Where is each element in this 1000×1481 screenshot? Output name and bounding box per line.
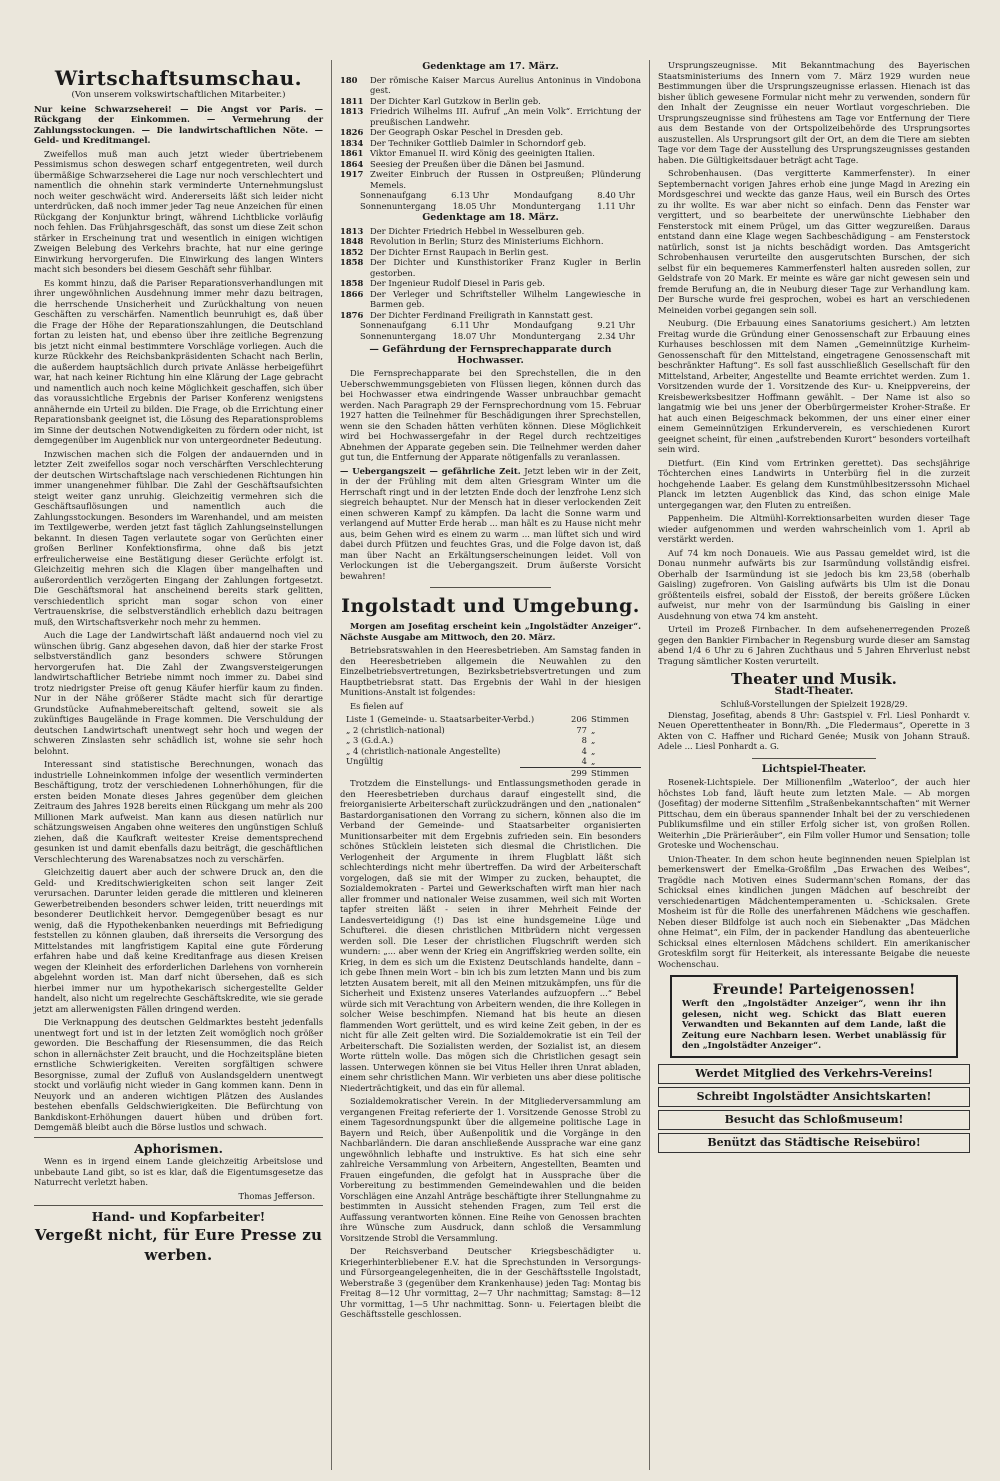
table-total: 299 Stimmen (520, 767, 641, 779)
urteil-text: Urteil im Prozeß Firnbacher. In dem aufsehenerregenden Prozeß gegen den Bankier Firnbacher in Regensburg wurde dieser am Samstag abend 1/4 6 Uhr zu 6 Jahren Zuchthaus und 5 Jahren Ehrverlust nebst Tragung sämtlicher Kosten verurteilt. (658, 624, 970, 666)
wahl-results (340, 714, 641, 778)
gedenktage-18-list (340, 226, 641, 321)
footer-slogan-title: Hand- und Kopfarbeiter! (91, 1209, 266, 1224)
uebergang-text: Jetzt leben wir in der Zeit, in der der Frühling mit dem alten Griesgram Winter um die Herrschaft ringt und in der letzten Ende doch der lenzfrohe Lenz sich siegreich behauptet. Nur der Mensch hat in dieser verlockenden Zeit einen schweren Kampf zu kämpfen. Da lacht die Sonne warm und verlangend auf Mutter Erde herab ... man hält es zu Hause nicht mehr aus, beim Gehen wird es einem zu warm ... man lüftet sich und wird dabei durch Pfützen und feuchtes Gras, und die Folge davon ist, daß man über Nacht an Erkältungserscheinungen leidet. Voll von Verlockungen ist die Uebergangszeit. Drum äußerste Vorsicht bewahren! (340, 465, 641, 581)
wahl-intro: Es fielen auf (350, 700, 403, 711)
trotz-text: Trotzdem die Einstellungs- und Entlassungsmethoden gerade in den Heeresbetrieben durchaus darauf eingestellt sind, die freiorganisierte Arbeiterschaft zurückzudrängen und den „nationalen“ Bastardorganisationen den Vorrang zu sichern, können also die im Verband der Gemeinde- und Staatsarbeiter organisierten Munitionsarbeiter mit dem Ergebnis zufrieden sein. Ein besonders schönes Stücklein leisteten sich diesmal die Christlichen. Die Verlogenheit der Argumente in ihrem Flugblatt läßt sich schlechterdings nicht mehr übertreffen. Da wird der Arbeiterschaft vorgelogen, daß sie mit der Wimper zu zucken, behauptet, die Sozialdemokraten - Partei und Gewerkschaften wirft man hier nach aller frommer und nationaler Weise zusammen, weil sich mit Worten tapfer streiten läßt - seien in ihrer Mehrheit Feinde der Landesverteidigung (!) Das ist eine hundsgemeine Lüge und Schufterei. die diesen christlichen Mitbrüdern nicht vergessen werden soll. Die Leser der christlichen Flugschrift werden sich wundern: „... aber wenn der Krieg ein Angriffskrieg werden sollte, ein Krieg, in dem es sich um die Existenz Deutschlands handelte, dann – ich gebe Ihnen mein Wort – bin ich bis zum letzten Mann und bis zum letzten Ausatem bereit, mit all den Meinen mitzukämpfen, uns für die Sicherheit und Existenz unseres Vaterlandes aufzuopfern ...“ Bebel würde sich mit Verachtung von Arbeitern wenden, die ihre Kollegen in solcher Weise beschimpfen. Niemand hat bis heute an diesen flammenden Wort gerüttelt, und es wird keine Zeit geben, in der es nicht für alle Zeit gelten wird. Die Sozialdemokratie ist ein Teil der Arbeiterschaft. Die Sozialisten werden, der Sozialist ist, an diesem Worte rütteln wolle. Das mögen sich die Christlichen gesagt sein lassen. Unterwegen können sie bei Vitus Heller ihren Unrat abladen, einem sehr christlichen Mann. Wir verbieten uns aber diese politische Niederträchtigkeit, und das ein für allemal. (340, 778, 641, 1093)
betrieb-text: Betriebsratswahlen in den Heeresbetrieben. Am Samstag fanden in den Heeresbetrieben allgemein die Neuwahlen zu den Einzelbetriebsvertretungen, Bezirksbetriebsvertretungen und zum Hauptbetriebsrat statt. Das Ergebnis der Wahl in der hiesigen Munitions-Anstalt ist folgendes: (340, 645, 641, 697)
donaueis-text: Auf 74 km noch Donaueis. Wie aus Passau gemeldet wird, ist die Donau nunmehr aufwärts bis zur Isarmündung vollständig eisfrei. Oberhalb der Isarmündung ist sie jedoch bis km 23,58 (oberhalb Gaisling) zugefroren. Von Gaisling aufwärts bis Ulm ist die Donau größtenteils eisfrei, sobald der Eisstoß, der bereits größere Lücken aufweist, nur mehr von der Isarmündung bis Gaisling in einer Ausdehnung von etwa 74 km ansteht. (658, 547, 970, 621)
article-byline: (Von unserem volkswirtschaftlichen Mitarbeiter.) (71, 90, 286, 100)
pappenheim-text: Pappenheim. Die Altmühl-Korrektionsarbeiten wurden dieser Tage wieder aufgenommen und werden wahrscheinlich vom 1. April ab verstärkt werden. (658, 513, 970, 544)
list-item: 1858 Der Dichter und Kunsthistoriker Franz Kugler in Berlin gestorben. (340, 257, 641, 278)
reichsverband-text: Der Reichsverband Deutscher Kriegsbeschädigter u. Kriegerhinterbliebener E.V. hat die Sprechstunden in Versorgungs- und Fürsorgeangelegenheiten, die in der Geschäftsstelle Ingolstadt, Weberstraße 3 (gegenüber dem Krankenhause) jeden Tag: Montag bis Freitag 8—12 Uhr vormittag, 2—7 Uhr nachmittag; Samstag: 8—12 Uhr vormittag, 1—5 Uhr nachmittag. Sonn- u. Feiertagen bleibt die Geschäftsstelle geschlossen. (340, 1246, 641, 1319)
party-appeal-box (670, 975, 958, 1058)
ad-reisebuero: Benützt das Städtische Reisebüro! (658, 1133, 970, 1153)
stadt-theater-text: Dienstag, Josefitag, abends 8 Uhr: Gastspiel v. Frl. Liesl Ponhardt v. Neuen Operettentheater in Bonn/Rh. „Die Fledermaus“, Operette in 3 Akten von C. Haffner und Richard Genée; Musik von Johann Strauß. Adele ... Liesl Ponhardt a. G. (658, 709, 970, 751)
ingolstadt-notice: Morgen am Josefitag erscheint kein „Ingolstädter Anzeiger“. Nächste Ausgabe am Mittwoch, den 20. März. (340, 621, 641, 642)
table-row: Ungültig 4 „ (346, 756, 596, 766)
article-summary: Nur keine Schwarzseherei! — Die Angst vor Paris. — Rückgang der Einkommen. — Vermehrung der Zahlungsstockungen. — Die landwirtschaftlichen Nöte. — Geld- und Kreditmangel. (34, 103, 323, 145)
list-item: 1811 Der Dichter Karl Gutzkow in Berlin geb. (340, 95, 541, 106)
footer-slogan: Vergeßt nicht, für Eure Presse zu werben. (34, 1225, 323, 1264)
list-item: 1813 Friedrich Wilhelms III. Aufruf „An mein Volk“. Errichtung der preußischen Landwehr. (340, 106, 641, 127)
list-item: 1858 Der Ingenieur Rudolf Diesel in Paris geb. (340, 278, 545, 288)
party-appeal-text: Werft den „Ingolstädter Anzeiger“, wenn ihr ihn gelesen, nicht weg. Schickt das Blatt eueren Verwandten und Bekannten auf dem Lande, laßt die Zeitung eure Nachbarn lesen. Werbet unablässig für den „Ingolstädter Anzeiger“. (682, 999, 946, 1051)
ad-verkehrsverein: Werdet Mitglied des Verkehrs-Vereins! (658, 1064, 970, 1084)
gedenktage-17-list (340, 75, 641, 191)
stadt-theater-subtitle: Schluß-Vorstellungen der Spielzeit 1928/29. (720, 699, 908, 709)
list-item: 1813 Der Dichter Friedrich Hebbel in Wesselburen geb. (340, 225, 585, 236)
column-right (650, 60, 978, 1470)
ad-ansichtskarten: Schreibt Ingolstädter Ansichtskarten! (658, 1087, 970, 1107)
party-appeal-title: Freunde! Parteigenossen! (712, 982, 916, 998)
ingolstadt-title: Ingolstadt und Umgebung. (341, 595, 640, 617)
paragraph: Gleichzeitig dauert aber auch der schwere Druck an, den die Geld- und Kreditschwierigkeiten schon seit langer Zeit verursachen. Darunter leiden gerade die mittleren und kleineren Gewerbetreibenden besonders schwer leiden, tritt neuerdings mit besonderer Deutlichkeit hervor. Demgegenüber besagt es nur wenig, daß die Hypothekenbanken neuerdings mit Befriedigung feststellen zu können glauben, daß ihrerseits die Versorgung des Mittelstandes mit langfristigem Kapital eine gute Förderung erfahren habe und daß keine Kreditanfrage aus diesen Kreisen wegen der Kleinheit des erforderlichen Darlehens von vornherein abgelehnt worden ist. Man darf nicht übersehen, daß es sich hierbei immer nur um hypothekarisch sichergestellte Gelder handelt, also nicht um regelrechte Geschäftskredite, wie sie gerade jetzt am allerwenigsten Fällen dringend werden. (34, 867, 323, 1014)
paragraph: Zweifellos muß man auch jetzt wieder übertriebenem Pessimismus schon deswegen scharf entgegentreten, weil durch übermäßige Schwarzseherei die Lage nur noch verschlechtert und namentlich die ohnehin stark verminderte Unternehmungslust noch weiter geschwächt wird. Andererseits läßt sich leider nicht unterdrücken, daß noch immer jeder Tag neue Anzeichen für einen Rückgang der Konjunktur bringt, während Lichtblicke vorläufig noch fehlen. Das Frühjahrsgeschäft, das sonst um diese Zeit schon stärker in Erscheinung trat und wesentlich in einigen wichtigen Zweigen Belebung des Verkehrs brachte, hat nur eine geringe Einwirkung hervorgerufen. Die Einwirkung des langen Winters macht sich besonders bei diesem Geschäft sehr fühlbar. (34, 148, 323, 274)
divider (34, 1137, 323, 1138)
divider (430, 587, 550, 588)
gedenktage-18-title: Gedenktage am 18. März. (422, 212, 559, 223)
rosenek-text: Rosenek-Lichtspiele. Der Millionenfilm „Waterloo“, der auch hier höchstes Lob fand, läuft heute zum letzten Male. — Ab morgen (Josefitag) der moderne Sittenfilm „Straßenbekanntschaften“ mit Werner Pittschau, dem ein überaus spannender Inhalt bei der zu verschiedenen Publikumsfilme und ein stiller Erfolg sicher ist, von großen Rollen. Weiterhin „Die Prärieräuber“, ein Film voller Humor und Sensation; tolle Groteske und Wochenschau. (658, 777, 970, 850)
lichtspiel-title: Lichtspiel-Theater. (761, 763, 867, 775)
table-row: „ 2 (christlich-national) 77 „ (346, 724, 596, 735)
union-text: Union-Theater. In dem schon heute beginnenden neuen Spielplan ist bemerkenswert der Emelka-Großfilm „Das Erwachen des Weibes“, Tragödie nach Motiven eines Sudermann'schen Romans, der das Schicksal eines kindlichen jungen Mädchen auf beschreibt der verschiedenartigen Mädchentemperamenten u. -Schicksalen. Grete Mosheim ist für die Rolle des unerfahrenen Mädchens wie geschaffen. Neben dieser Bildfolge ist auch noch ein Siebenakter „Das Mädchen ohne Heimat“, ein Film, der in packender Handlung das abenteuerliche Schicksal eines elternlosen Mädchens schildert. Ein amerikanischer Groteskfilm sorgt für Heiterkeit, als interessante Beigabe die neueste Wochenschau. (658, 853, 970, 969)
list-item: 180 Der römische Kaiser Marcus Aurelius Antoninus in Vindobona gest. (340, 74, 641, 95)
uebergang-title: — Uebergangszeit — gefährliche Zeit. (340, 465, 521, 476)
dietfurt-text: Dietfurt. (Ein Kind vom Ertrinken gerettet). Das sechsjährige Töchterchen eines Landwirts in Unterbürg fiel in die zurzeit hochgehende Laaber. Es gelang dem Kunstmühlbesitzerssohn Michael Planck im letzten Augenblick das Kind, das schon einige Male untergegangen war, den Fluten zu entreißen. (658, 457, 970, 510)
sozial-text: Sozialdemokratischer Verein. In der Mitgliederversammlung am vergangenen Freitag referierte der 1. Vorsitzende Genosse Strobl zu einem Tagesordnungspunkt über die allgemeine politische Lage in Bayern und Reich, über Außenpolitik und die Vorgänge in den Nachbarländern. Die daran anschließende Aussprache war eine ganz ungewöhnlich lebhafte und instruktive. Es hat sich eine sehr zahlreiche Versammlung von Arbeitern, Angestellten, Beamten und Frauen eingefunden, die gefolgt hat in Aussprache über die Vorbereitung zu bestimmenden Gemeindewahlen und die beiden Vorschlägen eine Anzahl Anträge beschäftigte ihrer Stellungnahme zu bestimmten in Aussicht stehenden Fragen, zum Teil erst die Auffassung verantworten können. Eine Reihe von Genossen brachten ihre Wünsche zum Ausdruck, dann schloß die Versammlung Vorsitzende Strobl die Versammlung. (340, 1096, 641, 1243)
column-left (26, 60, 332, 1470)
aphorism-text: Wenn es in irgend einem Lande gleichzeitig Arbeitslose und unbebaute Land gibt, so ist es klar, daß die Eigentumsgesetze das Naturrecht verletzt haben. (34, 1156, 323, 1187)
column-middle (332, 60, 650, 1470)
paragraph: Auch die Lage der Landwirtschaft läßt andauernd noch viel zu wünschen übrig. Ganz abgesehen davon, daß hier der starke Frost selbstverständlich ganz besonders schwere Störungen hervorgerufen hat. Die Zahl der Zwangsversteigerungen landwirtschaftlicher Betriebe nimmt noch immer zu. Dabei sind trotz niedrigster Preise oft genug Käufer hierfür kaum zu finden. Nur in der Nähe größerer Städte macht sich für derartige Grundstücke Aufnahmebereitschaft geltend, soweit sie als zukünftiges Baugelände in Frage kommen. Die Verschuldung der deutschen Landwirtschaft unentwegt sehr hoch und wegen der schweren Zinslasten sehr schädlich ist, wohne sie sehr hoch belohnt. (34, 630, 323, 756)
divider (752, 758, 877, 759)
sun-moon-row: Sonnenuntergang 18.05 Uhr Monduntergang 1.11 Uhr (360, 200, 635, 211)
fernsprech-text: Die Fernsprechapparate bei den Sprechstellen, die in den Ueberschwemmungsgebieten von Flüssen liegen, können durch das bei Hochwasser etwa eindringende Wasser unbrauchbar gemacht werden. Nach Paragraph 29 der Fernsprechordnung vom 15. Februar 1927 hatten die Teilnehmer für Beschädigungen ihrer Sprechstellen, wenn sie den Schaden hätten verhüten können. Diese Möglichkeit wird bei Hochwassergefahr in der Regel durch rechtzeitiges Abnehmen der Apparate gegeben sein. Die Teilnehmer werden daher gut tun, die Entfernung der Apparate nötigenfalls zu veranlassen. (340, 368, 641, 462)
table-row: „ 4 (christlich-nationale Angestellte) 4 „ (346, 745, 596, 756)
paragraph: Es kommt hinzu, daß die Pariser Reparationsverhandlungen mit ihrer ungewöhnlichen Ausdehnung immer mehr dazu beitragen, die herrschende Unsicherheit und Zurückhaltung von neuen Geschäften zu verschärfen. Namentlich beunruhigt es, daß über die Frage der Höhe der Reparationszahlungen, die Deutschland fortan zu leisten hat, und ebenso über ihre zeitliche Begrenzung bis jetzt nicht einmal bestimmtere Vorschläge vorliegen. Auch die kurze Rückkehr des Reichsbankpräsidenten Schacht nach Berlin, die außerdem hauptsächlich durch private Anlässe herbeigeführt war, hat nach keiner Richtung hin eine Klärung der Lage gebracht und namentlich auch noch keine Möglichkeit geschaffen, sich über das voraussichtliche Ergebnis der Pariser Konferenz wenigstens annähernde ein Urteil zu bilden. Die Frage, ob die Errichtung einer Reparationsbank geeignet ist, die Lösung des Reparationsproblems im Sinne der deutschen Notwendigkeiten zu fördern oder nicht, ist demgegenüber im Augenblick nur von untergeordneter Bedeutung. (34, 277, 323, 445)
list-item: 1852 Der Dichter Ernst Raupach in Berlin gest. (340, 246, 549, 257)
list-item: 1834 Der Techniker Gottlieb Daimler in Schorndorf geb. (340, 137, 587, 148)
paragraph: Interessant sind statistische Berechnungen, wonach das industrielle Lohneinkommen infolge der wesentlich verminderten Beschäftigung, trotz der verschiedenen Lohnerhöhungen, für die ersten beiden Monate dieses Jahres gegenüber dem gleichen Zeitraum des Jahres 1928 bereits einen Rückgang um mehr als 200 Millionen Mark aufweist. Man kann aus diesen natürlich nur schätzungsweisen Angaben ohne weiteres den ungünstigen Schluß ziehen, daß die Kaufkraft weitester Kreise dementsprechend gesunken ist und damit ebenfalls dazu beiträgt, die geschäftlichen Verschlechterung des Warenabsatzes noch zu verschärfen. (34, 759, 323, 864)
list-item: 1848 Revolution in Berlin; Sturz des Ministeriums Eichhorn. (340, 236, 604, 246)
theater-title: Theater und Musik. (731, 670, 897, 688)
paragraph: Die Verknappung des deutschen Geldmarktes besteht jedenfalls unentwegt fort und ist in der letzten Zeit womöglich noch größer geworden. Die Beschaffung der Riesensummen, die das Reich schon in allernächster Zeit braucht, und die Hochzeitspläne bieten ernstliche Schwierigkeiten. Vereiten sorgfältigen schwere Besorgnisse, zumal der Zufluß von Auslandsgeldern unentwegt stockt und vorläufig nicht wieder in Gang kommen kann. Denn in Neuyork und an anderen wichtigen Plätzen des Auslandes bestehen ebenfalls Geldschwierigkeiten. Die Befürchtung von Bankdiskont-Erhöhungen dauert hüben und drüben fort. Demgemäß bleibt auch die Börse lustlos und schwach. (34, 1017, 323, 1132)
ursprung-text: Ursprungszeugnisse. Mit Bekanntmachung des Bayerischen Staatsministeriums des Innern vom 7. März 1929 wurden neue Bestimmungen über die Ursprungszeugnisse erlassen. Hienach ist das bisher üblich gewesene Formular nicht mehr zu verwenden, sondern für den Inhalt der Zeugnisse ein neuer Wortlaut vorgeschrieben. Die Ursprungszeugnisse sind frühestens am Tage vor Entfernung der Tiere aus dem Bestande von der Ortspolizeibehörde des Ursprungsortes auszustellen. Als Ursprungsort gilt der Ort, an dem die Tiere am siebten Tage vor dem Tage der Ausstellung des Ursprungszeugnisses gestanden haben. Die Gültigkeitsdauer beträgt acht Tage. (658, 60, 970, 165)
list-item: 1861 Viktor Emanuel II. wird König des geeinigten Italien. (340, 148, 595, 158)
sun-moon-row: Sonnenuntergang 18.07 Uhr Monduntergang 2.34 Uhr (360, 330, 635, 341)
list-item: 1826 Der Geograph Oskar Peschel in Dresden geb. (340, 127, 564, 137)
aphorism-author: Thomas Jefferson. (238, 1190, 315, 1201)
list-item: 1917 Zweiter Einbruch der Russen in Ostpreußen; Plünderung Memels. (340, 169, 641, 190)
ad-schlossmuseum: Besucht das Schloßmuseum! (658, 1110, 970, 1130)
table-row: „ 3 (G.d.A.) 8 „ (346, 735, 596, 745)
schrobenhausen-text: Schrobenhausen. (Das vergitterte Kammerfenster). In einer Septembernacht vorigen Jahres erhob eine junge Magd in Arezing ein Mordsgeschrei und weckte das ganze Haus, weil ein Bursch des Ortes zu ihr wollte. Es war aber nicht so einfach. Denn das Fenster war vergittert, und so bearbeitete der unerwünschte Liebhaber den Fensterstock mit einem Prügel, um das Gitter wegzureißen. Daraus entstand dann eine Klage wegen Sachbeschädigung – am Fensterstock natürlich, sonst ist ja nichts beschädigt worden. Das Amtsgericht Schrobenhausen verurteilte den ausgerutschten Burschen, der sich selbst für ein bequemeres Kammerfensterl halten ausreden sollen, zur Geldstrafe von 20 Mark. Er meinte es wäre gar nicht gewesen sein und fremde Berufung an, die in Neuburg dieser Tage zur Verhandlung kam. Der Bursche wurde frei gesprochen, wobei es hart an verschiedenen Meineiden vorbei gegangen sein soll. (658, 168, 970, 315)
divider (34, 1205, 323, 1206)
fernsprech-title: — Gefährdung der Fernsprechapparate durch Hochwasser. (369, 344, 612, 366)
stadt-theater-title: Stadt-Theater. (774, 685, 854, 697)
aphorism-title: Aphorismen. (134, 1140, 223, 1156)
neuburg-text: Neuburg. (Die Erbauung eines Sanatoriums gesichert.) Am letzten Freitag wurde die Gründung einer Genossenschaft zur Erbauung eines Kurhauses beschlossen mit dem Namen „Gemeinnützige Kurheim-Genossenschaft für den Mittelstand, eingetragene Genossenschaft mit beschränkter Haftung“. Es soll fast ausschließlich Gesellschaft für den Mittelstand, Arbeiter, Angestellte und Beamte errichtet werden. Zum 1. Vorsitzenden wurde der 1. Vorsitzende des Kur- u. Kneippvereins, der Kreisbewerksbesitzer Hoffmann gewählt. – Der Name ist also so langatmig wie bei uns jener der Oberbürgermeister Kroher-Straße. Er hat auch einen Beigeschmack bekommen, der uns einer einer einer einem Gemeinnützigen Erkunderverein, es verschiedenen Kurort geeignet scheint, für einen „aufstrebenden Kurort“ besonders vorteilhaft sein wird. (658, 318, 970, 454)
article-title-wirtschaft: Wirtschaftsumschau. (54, 66, 303, 90)
table-row: Liste 1 (Gemeinde- u. Staatsarbeiter-Verbd.) 206 Stimmen (346, 714, 630, 724)
sun-moon-row: Sonnenaufgang 6.13 Uhr Mondaufgang 8.40 Uhr (360, 190, 635, 200)
list-item: 1864 Seesieg der Preußen über die Dänen bei Jasmund. (340, 158, 585, 169)
paragraph: Inzwischen machen sich die Folgen der andauernden und in letzter Zeit zweifellos sogar noch verschärften Verschlechterung der deutschen Wirtschaftslage nach verschiedenen Richtungen hin immer unangenehmer fühlbar. Die Zahl der Geschäftsaufsichten steigt weiter ganz unruhig. Gleichzeitig vermehren sich die Geschäftsauflösungen und namentlich auch die Zahlungsstockungen. Besonders im Warenhandel, und am meisten im Textilgewerbe, werden jetzt fast täglich Zahlungseinstellungen bekannt. In diesen Tagen verlautete sogar von Gerüchten einer großen Berliner Konfektionsfirma, ohne daß bis jetzt erfreulicherweise eine Bestätigung dieser Gerüchte erfolgt ist. Gleichzeitig mehren sich die Klagen über mangelhaften und außerordentlich verzögerten Eingang der Zahlungen fortgesetzt. Die Geschäftsmoral hat anscheinend bereits stark gelitten, verschiedentlich spricht man sogar schon von einer Vertrauenskrise, die selbstverständlich erheblich dazu beitragen muß, den Wirtschaftsverkehr noch mehr zu hemmen. (34, 448, 323, 627)
list-item: 1866 Der Verleger und Schriftsteller Wilhelm Langewiesche in Barmen geb. (340, 288, 641, 309)
list-item: 1876 Der Dichter Ferdinand Freiligrath in Kannstatt gest. (340, 309, 594, 320)
sun-moon-row: Sonnenaufgang 6.11 Uhr Mondaufgang 9.21 Uhr (360, 320, 635, 330)
gedenktage-17-title: Gedenktage am 17. März. (422, 61, 559, 72)
